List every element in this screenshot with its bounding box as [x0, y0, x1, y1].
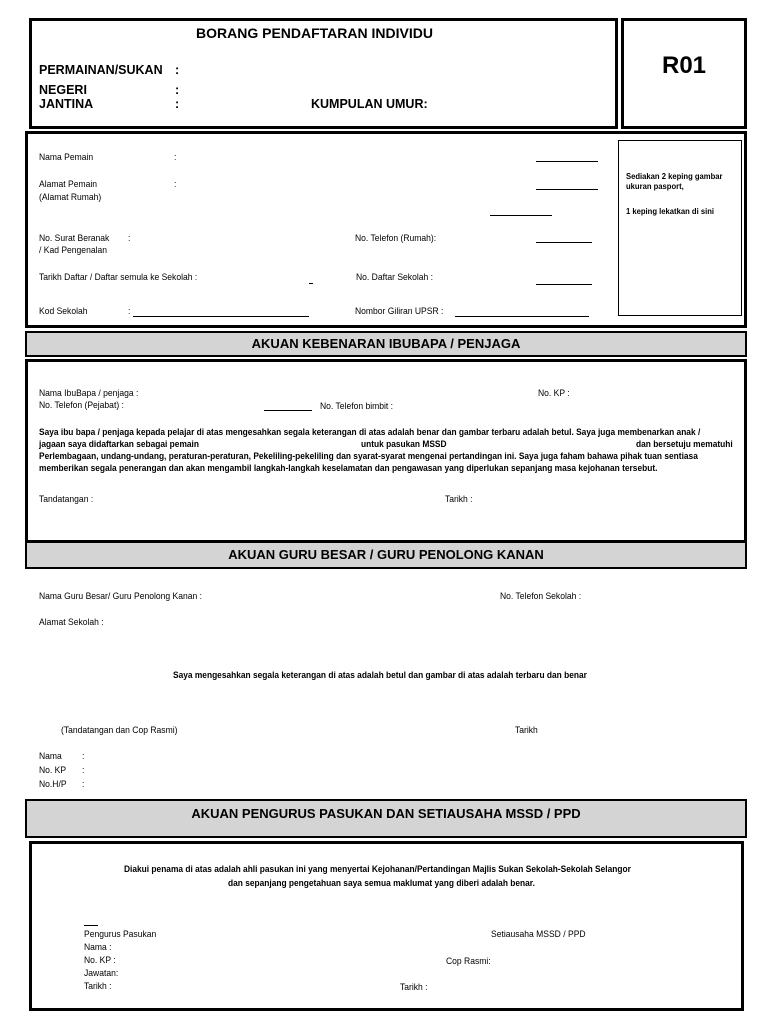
tel-pejabat-label: No. Telefon (Pejabat) : — [39, 400, 124, 411]
surat-beranak-label: No. Surat Beranak — [39, 233, 110, 244]
headmaster-statement: Saya mengesahkan segala keterangan di atas adalah betul dan gambar di atas adalah terbaru dan benar — [173, 670, 587, 680]
negeri-label: NEGERI — [39, 83, 87, 97]
headmaster-nama-label: Nama — [39, 751, 62, 762]
manager-tarikh-label: Tarikh : — [84, 981, 112, 992]
tarikh-daftar-label: Tarikh Daftar / Daftar semula ke Sekolah : — [39, 272, 198, 283]
headmaster-nohp-colon: : — [82, 779, 85, 790]
parent-para-line-2b: untuk pasukan MSSD — [361, 439, 447, 449]
parent-section-title: AKUAN KEBENARAN IBUBAPA / PENJAGA — [251, 336, 521, 351]
telefon-rumah-label: No. Telefon (Rumah): — [355, 233, 437, 244]
alamat-line-2[interactable] — [490, 215, 552, 216]
headmaster-section-bar — [25, 541, 747, 569]
headmaster-nokp-label: No. KP — [39, 765, 67, 776]
manager-para-line-2: dan sepanjang pengetahuan saya semua maklumat yang diberi adalah benar. — [228, 878, 535, 888]
setiausaha-label: Setiausaha MSSD / PPD — [491, 929, 586, 940]
photo-instruction-1: Sediakan 2 keping gambar — [626, 171, 723, 181]
ibubapa-nokp-label: No. KP : — [538, 388, 570, 399]
parent-para-line-2c: dan bersetuju mematuhi — [636, 439, 733, 449]
parent-para-line-3: Perlembagaan, undang-undang, peraturan-peraturan, Pekeliling-pekeliling dan syarat-syarat mengenai pertandingan ini. Saya juga faham bahawa pihak tuan sentiasa — [39, 451, 698, 461]
guru-besar-nama-label: Nama Guru Besar/ Guru Penolong Kanan : — [39, 591, 203, 602]
alamat-pemain-colon: : — [174, 179, 177, 190]
pengurus-pasukan-label: Pengurus Pasukan — [84, 929, 157, 940]
manager-jawatan-label: Jawatan: — [84, 968, 119, 979]
parent-section-bar — [25, 331, 747, 357]
cop-rasmi-label: Cop Rasmi: — [446, 956, 491, 967]
kod-sekolah-colon: : — [128, 306, 131, 317]
negeri-colon: : — [175, 83, 180, 97]
headmaster-section-title: AKUAN GURU BESAR / GURU PENOLONG KANAN — [228, 547, 544, 562]
tel-sekolah-label: No. Telefon Sekolah : — [500, 591, 582, 602]
parent-tarikh-label: Tarikh : — [445, 494, 473, 505]
parent-para-line-4: memberikan segala penerangan dan akan mengambil langkah-langkah keselamatan dan pengawasan yang diperlukan sepanjang masa kejohanan tersebut. — [39, 463, 658, 473]
giliran-upsr-label: Nombor Giliran UPSR : — [355, 306, 444, 317]
parent-para-line-1: Saya ibu bapa / penjaga kepada pelajar di atas mengesahkan segala keterangan di atas adalah benar dan gambar terbaru adalah betul. Saya juga membenarkan anak / — [39, 427, 701, 437]
tandatangan-cop-label: (Tandatangan dan Cop Rasmi) — [61, 725, 178, 736]
headmaster-nohp-label: No.H/P — [39, 779, 67, 790]
setiausaha-tarikh-label: Tarikh : — [400, 982, 428, 993]
nama-pemain-label: Nama Pemain — [39, 152, 94, 163]
tarikh-daftar-line[interactable] — [309, 283, 313, 284]
permainan-colon: : — [175, 63, 180, 77]
manager-section-bar — [25, 799, 747, 838]
kod-sekolah-label: Kod Sekolah — [39, 306, 88, 317]
parent-tandatangan-label: Tandatangan : — [39, 494, 94, 505]
jantina-colon: : — [175, 97, 180, 111]
headmaster-nokp-colon: : — [82, 765, 85, 776]
alamat-line-1[interactable] — [536, 189, 598, 190]
alamat-pemain-label: Alamat Pemain — [39, 179, 97, 190]
nama-pemain-line[interactable] — [536, 161, 598, 162]
manager-section-title: AKUAN PENGURUS PASUKAN DAN SETIAUSAHA MSSD / PPD — [191, 806, 581, 821]
surat-beranak-colon: : — [128, 233, 131, 244]
giliran-upsr-line[interactable] — [455, 316, 589, 317]
form-title: BORANG PENDAFTARAN INDIVIDU — [196, 25, 433, 41]
tel-bimbit-label: No. Telefon bimbit : — [320, 401, 394, 412]
telefon-rumah-line[interactable] — [536, 242, 592, 243]
kad-pengenalan-label: / Kad Pengenalan — [39, 245, 107, 256]
manager-nama-label: Nama : — [84, 942, 112, 953]
parent-para-line-2a: jagaan saya didaftarkan sebagai pemain — [39, 439, 199, 449]
permainan-label: PERMAINAN/SUKAN — [39, 63, 163, 77]
manager-para-line-1: Diakui penama di atas adalah ahli pasukan ini yang menyertai Kejohanan/Pertandingan Majlis Sukan Sekolah-Sekolah Selangor — [124, 864, 631, 874]
kod-sekolah-line[interactable] — [133, 316, 309, 317]
photo-box[interactable] — [618, 140, 742, 316]
nama-ibubapa-label: Nama IbuBapa / penjaga : — [39, 388, 139, 399]
tel-pejabat-line[interactable] — [264, 410, 312, 411]
photo-instruction-2: ukuran pasport, — [626, 181, 684, 191]
alamat-sekolah-label: Alamat Sekolah : — [39, 617, 104, 628]
form-code: R01 — [661, 52, 707, 79]
manager-nokp-label: No. KP : — [84, 955, 116, 966]
alamat-rumah-label: (Alamat Rumah) — [39, 192, 102, 203]
pengurus-sign-line[interactable] — [84, 925, 98, 926]
no-daftar-label: No. Daftar Sekolah : — [356, 272, 433, 283]
kumpulan-umur-label: KUMPULAN UMUR: — [311, 97, 428, 111]
nama-pemain-colon: : — [174, 152, 177, 163]
headmaster-tarikh-label: Tarikh — [515, 725, 538, 736]
jantina-label: JANTINA — [39, 97, 94, 111]
photo-instruction-3: 1 keping lekatkan di sini — [626, 206, 715, 216]
no-daftar-line[interactable] — [536, 284, 592, 285]
headmaster-nama-colon: : — [82, 751, 85, 762]
